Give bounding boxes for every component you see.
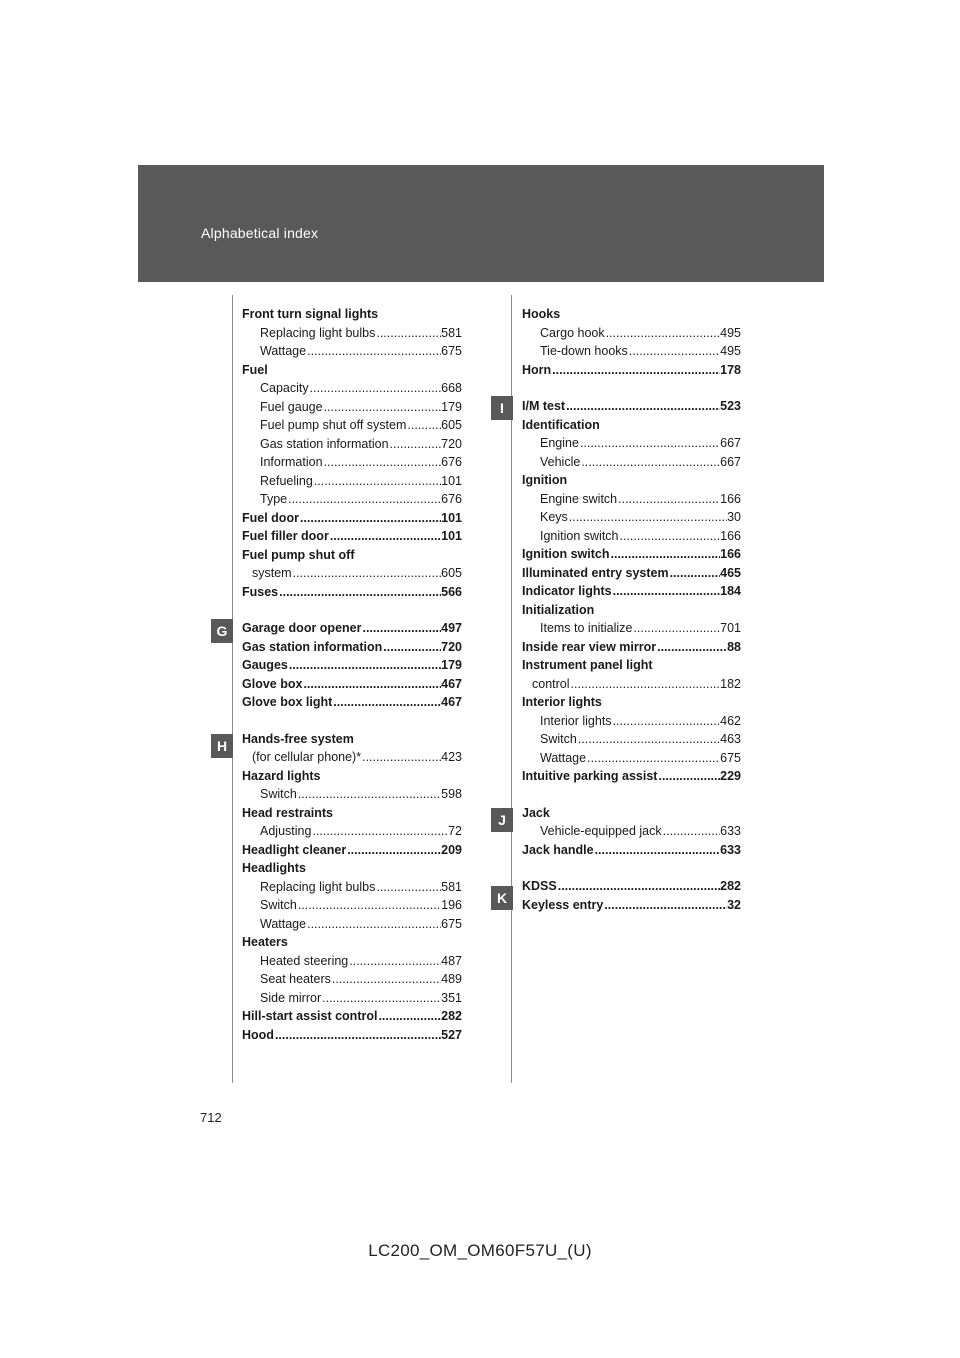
index-entry-label: Hill-start assist control (242, 1009, 378, 1023)
index-entry (242, 435, 462, 454)
index-entry (242, 896, 462, 915)
dot-leader (406, 416, 441, 435)
index-entry (522, 434, 741, 453)
dot-leader (612, 712, 721, 731)
index-entry-page: 675 (441, 344, 462, 358)
index-entry-label: Ignition switch (522, 547, 610, 561)
index-entry-label: Wattage (540, 750, 587, 765)
dot-leader (375, 324, 441, 343)
index-entry-page: 462 (720, 713, 741, 728)
index-entry (522, 638, 741, 657)
index-entry-label: Replacing light bulbs (260, 879, 376, 894)
index-entry (522, 712, 741, 731)
index-entry (522, 822, 741, 841)
dot-leader (389, 435, 442, 454)
index-entry (242, 859, 462, 878)
dot-leader (323, 453, 442, 472)
index-entry-page: 675 (441, 916, 462, 931)
dot-leader (332, 693, 441, 712)
index-entry-label: Jack (522, 805, 550, 820)
dot-leader (605, 324, 721, 343)
index-entry (522, 508, 741, 527)
index-entry-label: Items to initialize (540, 621, 633, 635)
index-entry (522, 305, 741, 324)
index-entry (522, 841, 741, 860)
index-entry (242, 379, 462, 398)
index-entry (242, 638, 462, 657)
index-entry-page: 182 (720, 676, 741, 691)
section-marker-g: G (211, 619, 233, 643)
section-marker-j: J (491, 808, 513, 832)
index-entry-label: Headlights (242, 861, 306, 875)
index-entry-page: 179 (441, 399, 462, 414)
index-entry (522, 693, 741, 712)
index-entry-label: Fuel pump shut off (242, 547, 355, 562)
index-entry (242, 675, 462, 694)
dot-leader (617, 490, 720, 509)
dot-leader (603, 896, 727, 915)
dot-leader (292, 564, 442, 583)
index-entry (242, 656, 462, 675)
index-entry-label: Fuel (242, 362, 268, 377)
left-column-rule (232, 295, 233, 1083)
index-entry-label: Type (260, 492, 288, 506)
index-entry-page: 32 (727, 897, 741, 912)
index-entry-label: Fuses (242, 584, 279, 599)
index-entry-label: Vehicle (540, 454, 581, 469)
index-entry-label: Fuel gauge (260, 399, 323, 414)
index-entry (242, 342, 462, 361)
dot-leader (329, 527, 441, 546)
index-entry-page: 166 (720, 528, 741, 543)
index-entry (522, 397, 741, 416)
index-column-right (522, 305, 741, 914)
index-entry-label: Switch (540, 732, 577, 746)
dot-leader (331, 970, 441, 989)
index-entry (242, 619, 462, 638)
index-entry-page: 676 (441, 492, 462, 506)
index-entry-label: Front turn signal lights (242, 307, 379, 321)
index-entry-page: 667 (720, 436, 741, 450)
index-entry (242, 472, 462, 491)
index-entry-page: 527 (441, 1027, 462, 1042)
index-entry (242, 915, 462, 934)
index-entry-page: 495 (720, 344, 741, 358)
index-entry-page: 523 (720, 399, 741, 413)
index-entry (522, 564, 741, 583)
index-entry-label: Gauges (242, 658, 288, 672)
dot-leader (570, 675, 721, 694)
index-entry-label: Replacing light bulbs (260, 325, 376, 340)
index-entry-page: 30 (727, 510, 741, 524)
index-entry (242, 878, 462, 897)
dot-leader (348, 952, 441, 971)
dot-leader (612, 582, 721, 601)
index-entry-page: 463 (720, 732, 741, 746)
dot-leader (311, 822, 448, 841)
index-entry (522, 619, 741, 638)
index-entry-label: Headlight cleaner (242, 842, 347, 857)
index-entry (242, 767, 462, 786)
index-entry (522, 545, 741, 564)
index-entry-page: 179 (441, 658, 462, 672)
index-entry (522, 767, 741, 786)
dot-leader (656, 638, 727, 657)
index-entry (242, 822, 462, 841)
index-entry-label: Heated steering (260, 953, 349, 968)
index-entry (522, 601, 741, 620)
index-entry-label: system (252, 566, 292, 580)
index-entry-label: Hazard lights (242, 768, 321, 783)
index-entry-label: Engine (540, 436, 579, 450)
dot-leader (632, 619, 720, 638)
index-entry (242, 416, 462, 435)
index-entry-label: Inside rear view mirror (522, 639, 657, 654)
dot-leader (557, 877, 720, 896)
index-entry (522, 361, 741, 380)
index-entry-label: Initialization (522, 602, 595, 617)
dot-leader (580, 453, 720, 472)
index-entry-page: 487 (441, 953, 462, 968)
footer-code: LC200_OM_OM60F57U_(U) (368, 1241, 592, 1260)
index-entry-label: Seat heaters (260, 972, 331, 986)
index-entry-page: 676 (441, 455, 462, 469)
index-entry-page: 101 (441, 473, 462, 488)
dot-leader (361, 619, 441, 638)
index-entry-label: Adjusting (260, 824, 312, 838)
index-entry-page: 467 (441, 676, 462, 691)
index-entry (242, 564, 462, 583)
index-entry (242, 546, 462, 565)
index-entry (242, 453, 462, 472)
index-entry-page: 351 (441, 990, 462, 1005)
index-entry (242, 509, 462, 528)
index-entry-label: Glove box light (242, 695, 333, 709)
index-entry (242, 804, 462, 823)
index-entry-label: Head restraints (242, 805, 334, 820)
index-entry-label: Horn (522, 362, 552, 377)
index-entry-page: 423 (441, 750, 462, 764)
index-entry-page: 282 (720, 879, 741, 893)
index-entry-page: 178 (720, 362, 741, 377)
dot-leader (586, 749, 720, 768)
index-entry-label: Hands-free system (242, 731, 354, 746)
index-entry (522, 749, 741, 768)
index-entry-page: 465 (720, 565, 741, 580)
index-entry (522, 490, 741, 509)
index-entry-label: Side mirror (260, 990, 322, 1005)
index-entry-page: 166 (720, 491, 741, 506)
index-entry-label: Gas station information (242, 639, 383, 654)
dot-leader (288, 656, 441, 675)
index-entry-page: 566 (441, 584, 462, 599)
index-entry (242, 1007, 462, 1026)
dot-leader (297, 896, 441, 915)
index-entry-page: 72 (448, 824, 462, 838)
index-entry-label: Fuel pump shut off system (260, 418, 407, 432)
dot-leader (669, 564, 721, 583)
dot-leader (619, 527, 721, 546)
section-marker-h: H (211, 734, 233, 758)
index-entry (242, 933, 462, 952)
index-entry-label: Hooks (522, 307, 561, 321)
index-entry (522, 804, 741, 823)
index-entry (522, 527, 741, 546)
index-entry-page: 229 (720, 769, 741, 783)
index-entry (242, 490, 462, 509)
index-column-left (242, 305, 462, 1044)
index-entry-label: Identification (522, 417, 600, 432)
index-entry-label: Refueling (260, 473, 313, 488)
index-entry-label: Wattage (260, 916, 307, 931)
index-entry-label: Gas station information (260, 436, 389, 451)
section-marker-i: I (491, 396, 513, 420)
index-entry-page: 633 (720, 842, 741, 857)
dot-leader (375, 878, 441, 897)
index-entry-label: I/M test (522, 399, 566, 413)
dot-leader (297, 785, 441, 804)
index-entry-label: Fuel filler door (242, 529, 329, 543)
dot-leader (377, 1007, 441, 1026)
dot-leader (551, 361, 720, 380)
index-entry (242, 841, 462, 860)
index-entry (242, 730, 462, 749)
index-entry (522, 675, 741, 694)
index-entry (522, 471, 741, 490)
dot-leader (577, 730, 720, 749)
index-entry-label: Illuminated entry system (522, 565, 669, 580)
index-entry-label: Ignition (522, 473, 568, 487)
index-entry-page: 282 (441, 1009, 462, 1023)
dot-leader (579, 434, 720, 453)
index-entry-label: Information (260, 455, 323, 469)
header-band (138, 165, 824, 282)
index-entry-page: 581 (441, 325, 462, 340)
index-entry-label: Switch (260, 898, 297, 912)
index-entry-label: Keyless entry (522, 897, 604, 912)
index-entry-page: 489 (441, 972, 462, 986)
index-entry-page: 166 (720, 547, 741, 561)
dot-leader (361, 748, 441, 767)
dot-leader (610, 545, 721, 564)
index-entry-page: 101 (441, 510, 462, 525)
index-entry (242, 693, 462, 712)
index-entry (522, 324, 741, 343)
section-marker-k: K (491, 886, 513, 910)
index-entry-page: 497 (441, 621, 462, 635)
index-entry (242, 989, 462, 1008)
index-entry-label: Switch (260, 787, 297, 801)
index-entry-page: 209 (441, 842, 462, 857)
index-entry-label: Intuitive parking assist (522, 769, 658, 783)
index-entry-label: Jack handle (522, 842, 594, 857)
index-entry-page: 720 (441, 639, 462, 654)
dot-leader (568, 508, 727, 527)
index-entry-page: 467 (441, 695, 462, 709)
index-entry-page: 581 (441, 879, 462, 894)
dot-leader (306, 915, 441, 934)
index-entry (242, 748, 462, 767)
index-entry (242, 785, 462, 804)
index-entry (522, 656, 741, 675)
dot-leader (382, 638, 441, 657)
index-entry-page: 605 (441, 566, 462, 580)
index-entry-page: 88 (727, 639, 741, 654)
index-entry-label: Garage door opener (242, 621, 362, 635)
index-entry-label: Capacity (260, 381, 309, 395)
index-entry (522, 896, 741, 915)
header-title: Alphabetical index (201, 225, 319, 241)
page-number: 712 (200, 1110, 222, 1125)
index-entry-page: 633 (720, 824, 741, 838)
dot-leader (299, 509, 441, 528)
index-entry-label: Fuel door (242, 510, 299, 525)
index-entry (242, 305, 462, 324)
index-entry-label: Heaters (242, 935, 288, 949)
index-entry-page: 184 (720, 584, 741, 598)
index-entry-label: Interior lights (540, 713, 612, 728)
dot-leader (323, 398, 442, 417)
dot-leader (306, 342, 441, 361)
dot-leader (274, 1026, 441, 1045)
index-entry (242, 398, 462, 417)
index-entry-label: Keys (540, 510, 568, 524)
dot-leader (565, 397, 720, 416)
index-entry-page: 598 (441, 787, 462, 801)
index-entry-label: Cargo hook (540, 325, 605, 340)
index-entry (242, 952, 462, 971)
index-entry (522, 453, 741, 472)
index-entry (242, 970, 462, 989)
index-entry-page: 720 (441, 436, 462, 451)
index-entry-label: Vehicle-equipped jack (540, 824, 662, 838)
index-entry (522, 877, 741, 896)
index-entry-label: Glove box (242, 676, 303, 691)
index-entry-label: control (532, 676, 570, 691)
index-entry (242, 527, 462, 546)
index-entry-label: Wattage (260, 344, 307, 358)
dot-leader (287, 490, 441, 509)
dot-leader (302, 675, 441, 694)
index-entry-label: Tie-down hooks (540, 344, 628, 358)
index-entry-label: Instrument panel light (522, 658, 653, 672)
index-entry-page: 101 (441, 529, 462, 543)
index-entry (522, 730, 741, 749)
index-entry-label: Hood (242, 1027, 274, 1042)
dot-leader (657, 767, 720, 786)
index-entry-label: Interior lights (522, 695, 602, 709)
dot-leader (628, 342, 720, 361)
index-entry (522, 582, 741, 601)
index-entry (522, 416, 741, 435)
index-entry-label: (for cellular phone)* (252, 750, 362, 764)
index-entry (242, 361, 462, 380)
dot-leader (321, 989, 441, 1008)
dot-leader (594, 841, 721, 860)
index-entry-label: Ignition switch (540, 528, 619, 543)
index-entry-page: 668 (441, 381, 462, 395)
index-entry (522, 342, 741, 361)
dot-leader (313, 472, 441, 491)
dot-leader (309, 379, 442, 398)
index-entry-label: Engine switch (540, 491, 618, 506)
index-entry-page: 675 (720, 750, 741, 765)
index-entry-page: 605 (441, 418, 462, 432)
index-entry (242, 324, 462, 343)
index-entry (242, 583, 462, 602)
index-entry (242, 1026, 462, 1045)
index-entry-page: 196 (441, 898, 462, 912)
dot-leader (662, 822, 721, 841)
index-entry-label: KDSS (522, 879, 557, 893)
index-entry-page: 667 (720, 454, 741, 469)
index-entry-page: 701 (720, 621, 741, 635)
index-entry-label: Indicator lights (522, 584, 612, 598)
dot-leader (278, 583, 441, 602)
dot-leader (346, 841, 441, 860)
index-entry-page: 495 (720, 325, 741, 340)
